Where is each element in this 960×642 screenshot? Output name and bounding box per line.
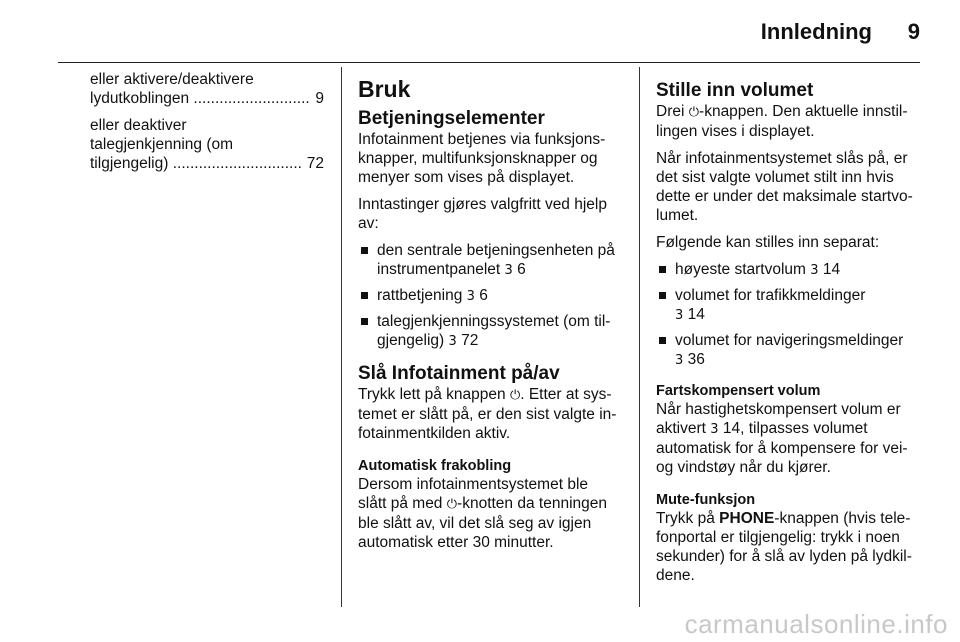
power-knob-icon: ⏻ [509, 388, 521, 403]
list-item: volumet for trafikkmeldinger 3 14 [656, 286, 928, 325]
section-heading-bruk: Bruk [358, 76, 411, 102]
power-knob-icon: ⏻ [688, 105, 700, 120]
paragraph: Drei ⏻-knappen. Den aktuelle innstil- lingen vises i displayet. [656, 103, 908, 140]
page-ref[interactable]: 6 [479, 287, 488, 304]
toc-entry-lydutkobling: eller aktivere/deaktivere lydutkoblingen ..... 9 [90, 70, 324, 108]
subheading-stille-inn-volumet: Stille inn volumet [656, 80, 814, 101]
ref-arrow-icon: 3 [710, 422, 719, 437]
watermark: carmanualsonline.info [684, 609, 948, 639]
header-title: Innledning [760, 19, 872, 44]
paragraph: Inntastinger gjøres valgfritt ved hjelp av: [358, 196, 607, 232]
power-knob-icon: ⏻ [446, 497, 458, 512]
list-item: talegjenkjenningssystemet (om til- gjengelig) 3 72 [358, 312, 626, 351]
subheading-fartskompensert-volum: Fartskompensert volum [656, 383, 821, 399]
volume-list [656, 260, 928, 370]
paragraph: Når hastighetskompensert volum er aktivert 3 14, tilpasses volumet automatisk for å kompensere for vei- og vindstøy når du kjører. [656, 401, 908, 476]
subheading-betjeningselementer: Betjeningselementer [358, 108, 545, 129]
column-3 [656, 80, 928, 593]
page-ref[interactable]: 36 [687, 351, 705, 368]
page-ref[interactable]: 6 [517, 261, 526, 278]
ref-arrow-icon: 3 [810, 263, 819, 278]
page-ref[interactable]: 14 [822, 261, 841, 278]
ref-arrow-icon: 3 [504, 263, 513, 278]
paragraph: Følgende kan stilles inn separat: [656, 234, 880, 251]
column-divider-1 [341, 67, 342, 607]
list-item: den sentrale betjeningsenheten på instrumentpanelet 3 6 [358, 241, 626, 280]
ref-arrow-icon: 3 [675, 353, 684, 368]
subheading-automatisk-frakobling: Automatisk frakobling [358, 458, 512, 474]
list-item: volumet for navigeringsmeldinger 3 36 [656, 331, 928, 370]
column-divider-2 [639, 67, 640, 607]
ref-arrow-icon: 3 [675, 308, 684, 323]
control-list [358, 241, 626, 351]
toc-page-ref[interactable]: 72 [306, 155, 324, 172]
phone-button-label: PHONE [719, 510, 775, 527]
column-1 [90, 70, 324, 181]
page-number: 9 [907, 19, 920, 44]
paragraph: Når infotainmentsystemet slås på, er det sist valgte volumet stilt inn hvis dette er under det maksimale startvo- lumet. [656, 150, 913, 224]
paragraph: Trykk på PHONE-knappen (hvis tele- fonportal er tilgjengelig: trykk i noen sekunder) for å slå av lyden på lydkil- dene. [656, 510, 912, 584]
header-divider [58, 62, 920, 63]
paragraph: Infotainment betjenes via funksjons- knapper, multifunksjonsknapper og menyer som vises på displayet. [358, 131, 606, 186]
ref-arrow-icon: 3 [466, 289, 475, 304]
paragraph: Trykk lett på knappen ⏻. Etter at sys- temet er slått på, er den sist valgte in- fotainmentkilden aktiv. [358, 386, 617, 442]
list-item: høyeste startvolum 3 14 [656, 260, 928, 280]
toc-entry-talegjenkjenning: eller deaktiver talegjenkjenning (om tilgjengelig) ..... 72 [90, 116, 324, 173]
column-2 [358, 76, 626, 560]
page-header [0, 17, 960, 57]
ref-arrow-icon: 3 [448, 334, 457, 349]
subheading-mute-funksjon: Mute-funksjon [656, 492, 756, 508]
toc-page-ref[interactable]: 9 [315, 90, 324, 107]
subheading-sla-pa-av: Slå Infotainment på/av [358, 363, 560, 384]
paragraph: Dersom infotainmentsystemet ble slått på med ⏻-knotten da tenningen ble slått av, vil det slå seg av igjen automatisk etter 30 minutter. [358, 476, 607, 551]
list-item: rattbetjening 3 6 [358, 286, 626, 306]
page-ref[interactable]: 14 [687, 306, 705, 323]
page-ref[interactable]: 72 [461, 332, 479, 349]
